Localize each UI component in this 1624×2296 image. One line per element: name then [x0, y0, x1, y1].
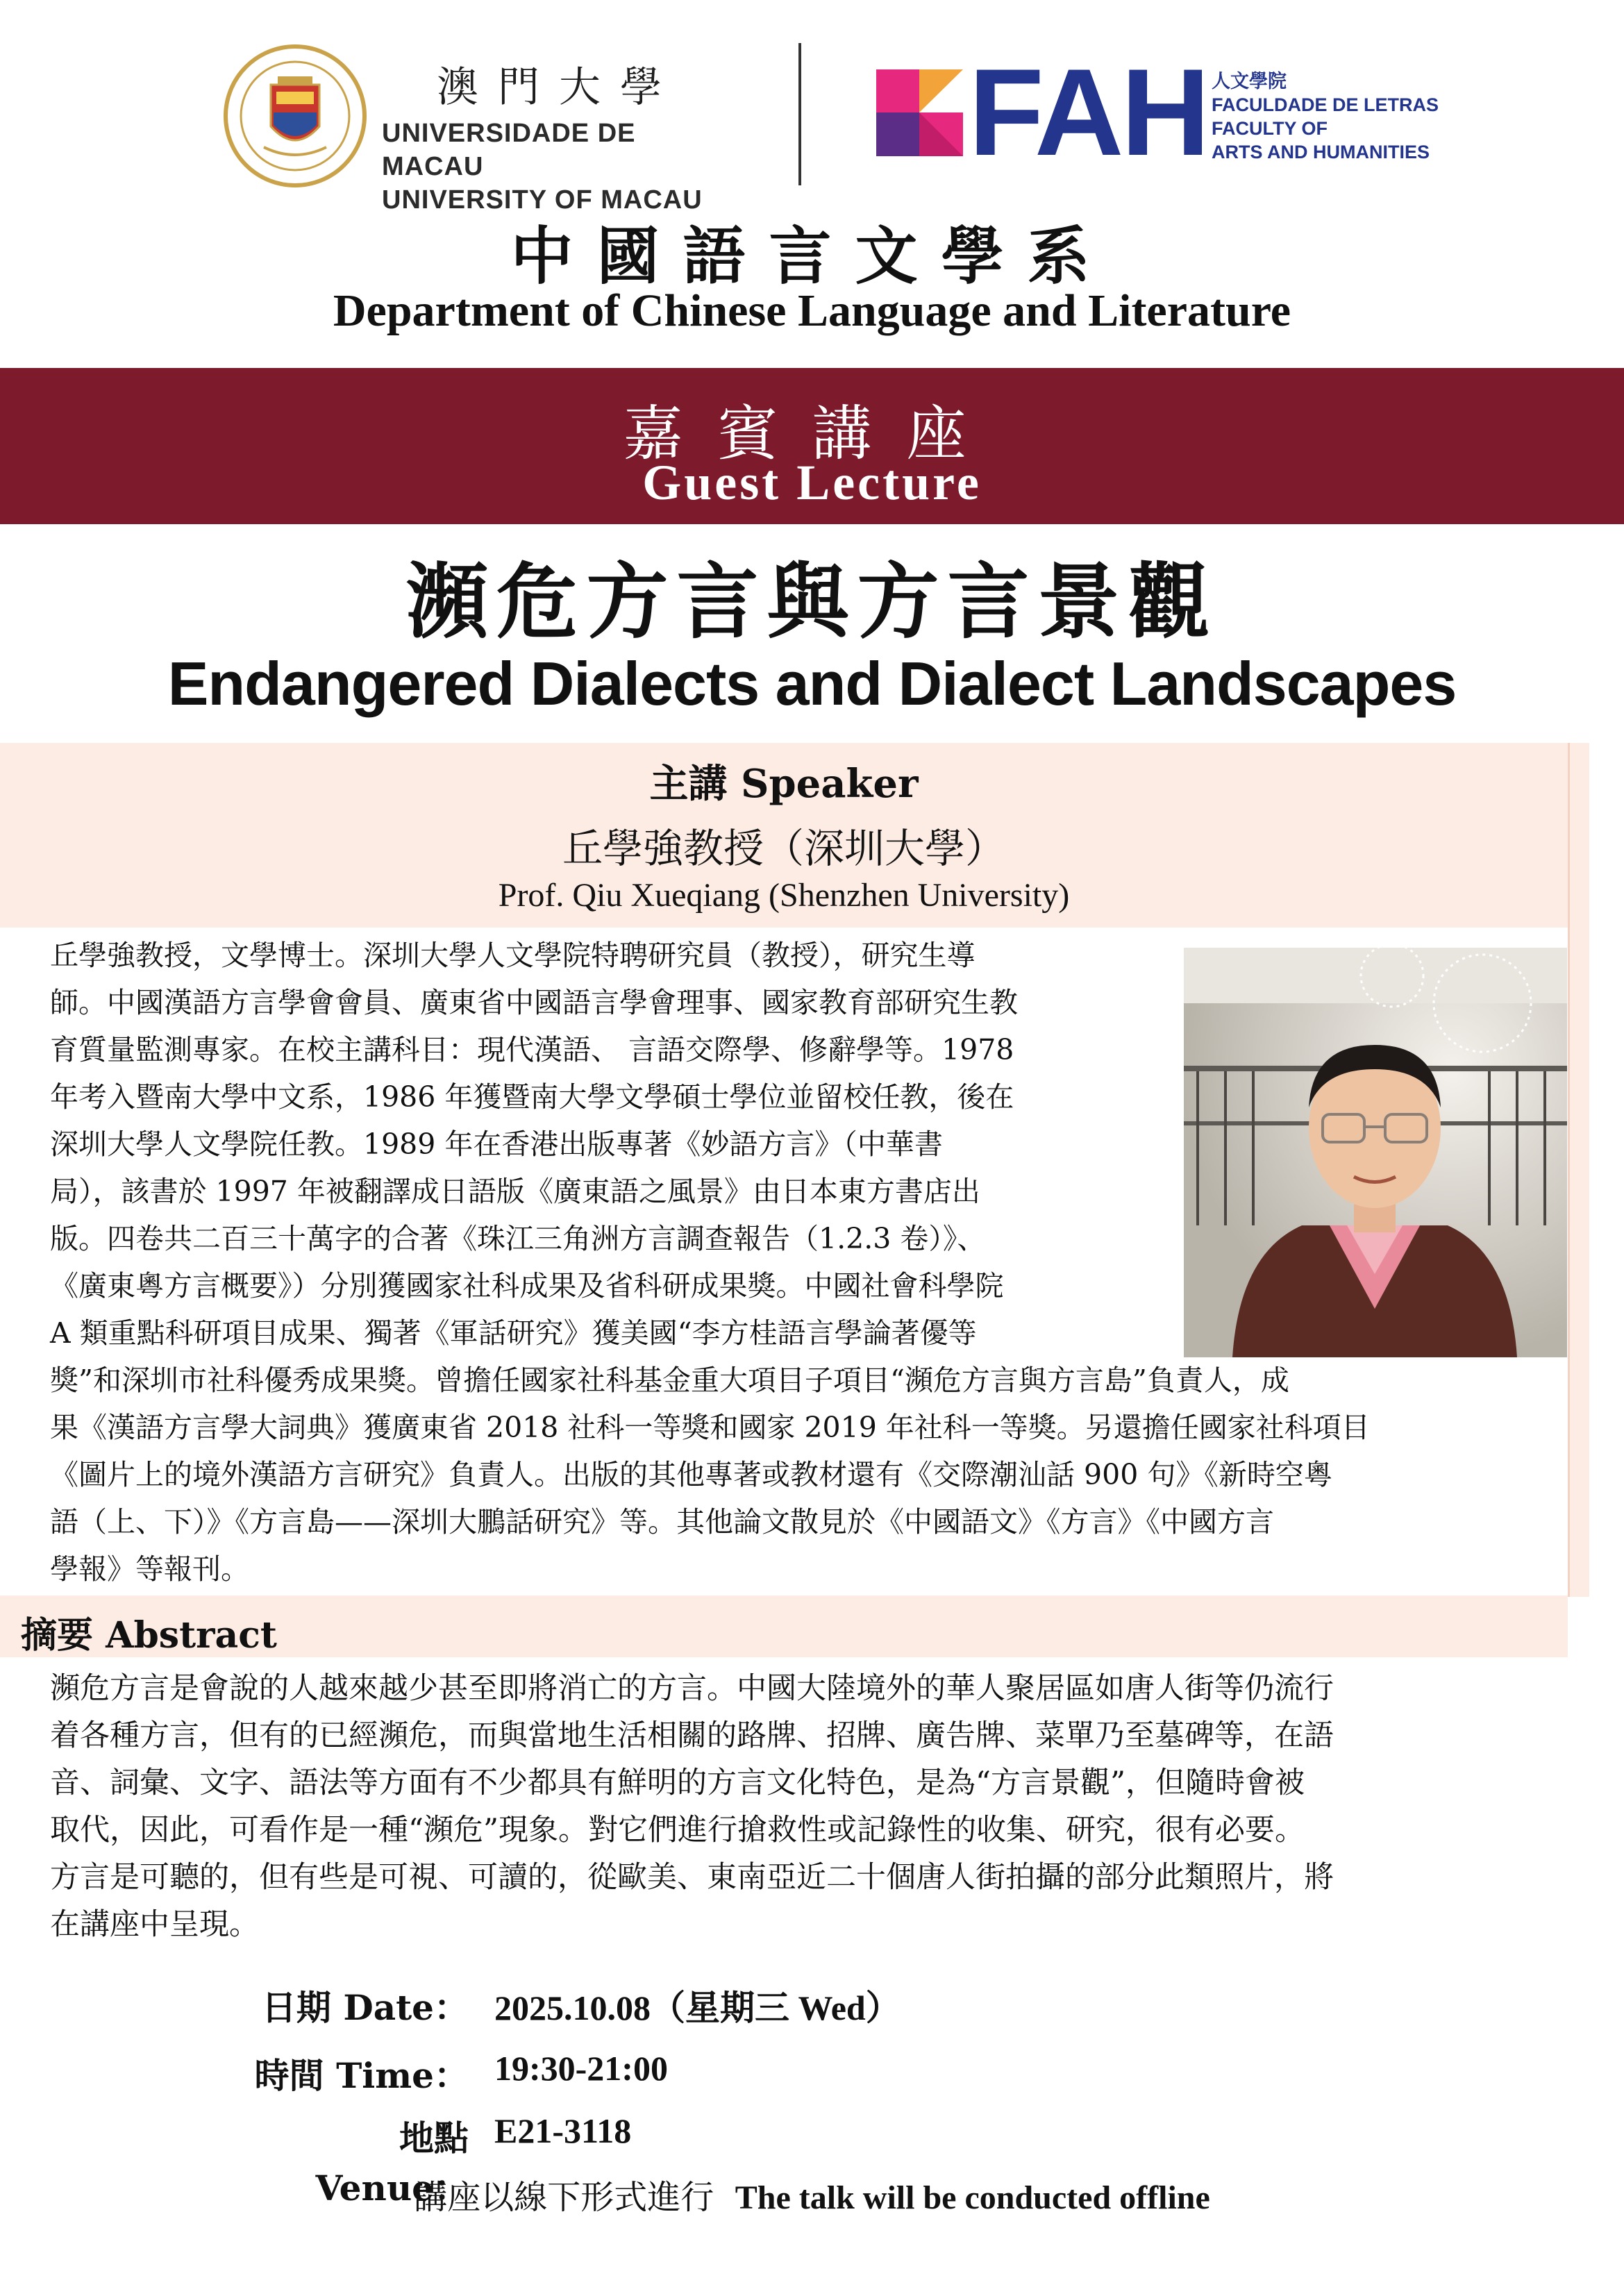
bio-line-6: 局），該書於 1997 年被翻譯成日語版《廣東語之風景》由日本東方書店出 [50, 1175, 980, 1208]
university-name-block [382, 54, 743, 217]
bio-line-1: 丘學強教授，文學博士。深圳大學人文學院特聘研究員（教授），研究生導 [50, 939, 976, 972]
fah-faculty-name [1212, 69, 1439, 164]
abstract-line-4: 取代，因此，可看作是一種“瀕危”現象。對它們進行搶救性或記錄性的收集、研究，很有必要。 [50, 1813, 1305, 1847]
speaker-portrait-photo [1184, 948, 1567, 1357]
university-name-english: UNIVERSITY OF MACAU [382, 185, 703, 215]
date-value: 2025.10.08（星期三 Wed） [494, 1988, 901, 2027]
offline-note-chinese: 講座以線下形式進行 [414, 2178, 714, 2217]
time-value: 19:30-21:00 [494, 2049, 668, 2088]
lecture-title-chinese: 瀕危方言與方言景觀 [405, 553, 1219, 650]
abstract-line-6: 在講座中呈現。 [50, 1907, 259, 1942]
venue-value: E21-3118 [494, 2111, 632, 2150]
fah-name-portuguese: FACULDADE DE LETRAS [1212, 94, 1439, 115]
panel-side-strip [1568, 743, 1589, 1597]
bio-line-10: 獎”和深圳市社科優秀成果獎。曾擔任國家社科基金重大項目子項目“瀕危方言與方言島”負責人，成 [50, 1364, 1289, 1397]
fah-logo-text: FAH [969, 43, 1207, 181]
venue-label: 地點 Venue： [315, 2118, 469, 2209]
bio-line-13: 語（上、下）》《方言島——深圳大鵬話研究》等。其他論文散見於《中國語文》《方言》《中國方言 [50, 1505, 1274, 1539]
banner-title-chinese: 嘉賓講座 [623, 399, 1001, 469]
department-name-english: Department of Chinese Language and Literature [333, 285, 1291, 336]
abstract-label: 摘要 Abstract [21, 1614, 277, 1657]
abstract-line-5: 方言是可聽的，但有些是可視、可讀的，從歐美、東南亞近二十個唐人街拍攝的部分此類照片，將 [50, 1860, 1334, 1895]
abstract-line-2: 着各種方言，但有的已經瀕危，而與當地生活相關的路牌、招牌、廣告牌、菜單乃至墓碑等，在語 [50, 1718, 1334, 1753]
university-of-macau-seal-icon [222, 43, 368, 189]
bio-line-4: 年考入暨南大學中文系，1986 年獲暨南大學文學碩士學位並留校任教，後在 [50, 1080, 1014, 1114]
university-name-chinese: 澳門大學 [437, 63, 681, 112]
fah-name-chinese: 人文學院 [1212, 71, 1287, 92]
university-name-portuguese: UNIVERSIDADE DE MACAU [382, 119, 636, 181]
banner-title-english: Guest Lecture [642, 455, 982, 510]
speaker-name-chinese: 丘學強教授（深圳大學） [562, 825, 1005, 872]
speaker-name-english: Prof. Qiu Xueqiang (Shenzhen University) [498, 877, 1070, 914]
bio-line-14: 學報》等報刊。 [50, 1552, 249, 1586]
offline-note-english: The talk will be conducted offline [735, 2179, 1210, 2216]
fah-logo-mark-icon [876, 69, 966, 156]
offline-note [0, 2170, 1624, 2218]
bio-line-8: 《廣東粵方言概要》）分別獲國家社科成果及省科研成果獎。中國社會科學院 [50, 1269, 1004, 1302]
bio-line-7: 版。四卷共二百三十萬字的合著《珠江三角洲方言調查報告（1.2.3 卷）》、 [50, 1222, 986, 1255]
bio-line-2: 師。中國漢語方言學會會員、廣東省中國語言學會理事、國家教育部研究生教 [50, 986, 1018, 1019]
bio-line-9: A 類重點科研項目成果、獨著《軍話研究》獲美國“李方桂語言學論著優等 [50, 1316, 977, 1350]
header-divider [798, 43, 801, 185]
lecture-title-english: Endangered Dialects and Dialect Landscapes [167, 649, 1457, 718]
bio-line-3: 育質量監測專家。在校主講科目：現代漢語、 言語交際學、修辭學等。1978 [50, 1033, 1014, 1066]
abstract-line-3: 音、詞彙、文字、語法等方面有不少都具有鮮明的方言文化特色，是為“方言景觀”，但隨時會被 [50, 1766, 1305, 1800]
fah-name-english-1: FACULTY OF [1212, 118, 1328, 139]
time-label: 時間 Time： [254, 2055, 469, 2096]
bio-line-12: 《圖片上的境外漢語方言研究》負責人。出版的其他專著或教材還有《交際潮汕話 900 句》《新時空粵 [50, 1458, 1332, 1491]
date-label: 日期 Date： [261, 1987, 469, 2028]
speaker-label: 主講 Speaker [649, 761, 919, 807]
bio-line-11: 果《漢語方言學大詞典》獲廣東省 2018 社科一等獎和國家 2019 年社科一等獎。另還擔任國家社科項目 [50, 1411, 1370, 1444]
fah-name-english-2: ARTS AND HUMANITIES [1212, 142, 1430, 162]
bio-line-5: 深圳大學人文學院任教。1989 年在香港出版專著《妙語方言》（中華書 [50, 1128, 943, 1161]
abstract-line-1: 瀕危方言是會說的人越來越少甚至即將消亡的方言。中國大陸境外的華人聚居區如唐人街等仍流行 [50, 1671, 1334, 1706]
department-name-chinese: 中國語言文學系 [510, 219, 1114, 293]
